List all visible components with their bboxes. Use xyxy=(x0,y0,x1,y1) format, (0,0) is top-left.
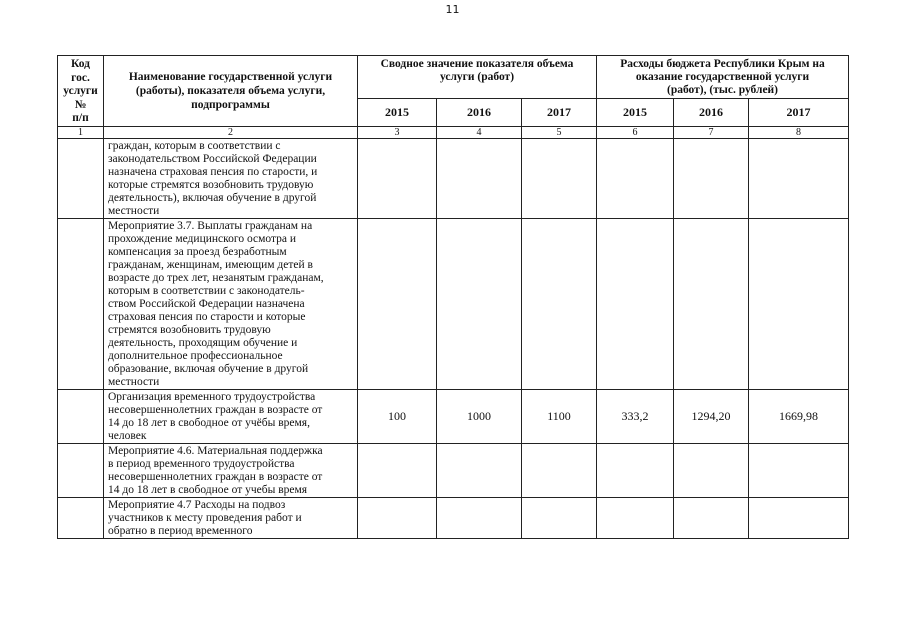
row-line: Мероприятие 4.7 Расходы на подвоз xyxy=(108,498,286,511)
row-line: гражданам, женщинам, имеющим детей в xyxy=(108,258,313,271)
table-row xyxy=(58,497,849,538)
row-value xyxy=(358,443,437,497)
row-value xyxy=(749,138,849,218)
header-code xyxy=(58,56,104,127)
row-line: местности xyxy=(108,375,160,388)
row-value xyxy=(522,497,597,538)
row-line: Мероприятие 4.6. Материальная поддержка xyxy=(108,444,323,457)
row-line: назначена страховая пенсия по старости, и xyxy=(108,165,318,178)
row-line: компенсация за проезд безработным xyxy=(108,245,287,258)
row-line: страховая пенсия по старости и которые xyxy=(108,310,306,323)
row-value xyxy=(749,497,849,538)
row-line: обратно в период временного xyxy=(108,524,253,537)
row-value xyxy=(674,218,749,389)
row-value xyxy=(437,138,522,218)
row-line: несовершеннолетних граждан в возрасте от xyxy=(108,470,323,483)
row-value xyxy=(522,218,597,389)
row-line: Организация временного трудоустройства xyxy=(108,390,316,403)
row-line: деятельность), включая обучение в другой xyxy=(108,191,317,204)
header-name-line: подпрограммы xyxy=(191,98,270,111)
row-value xyxy=(749,218,849,389)
row-line: возрасте до трех лет, незанятым гражданам, xyxy=(108,271,324,284)
row-value xyxy=(597,443,674,497)
row-code xyxy=(58,497,104,538)
year-budget-2015: 2015 xyxy=(597,99,674,126)
year-budget-2016: 2016 xyxy=(674,99,749,126)
row-value: 100 xyxy=(358,389,437,443)
year-volume-2017: 2017 xyxy=(522,99,597,126)
row-line: 14 до 18 лет в свободное от учебы время xyxy=(108,483,308,496)
header-code-line: гос. xyxy=(71,71,90,84)
header-budget-line: Расходы бюджета Республики Крым на xyxy=(620,58,825,70)
row-line: которые стремятся возобновить трудовую xyxy=(108,178,314,191)
header-code-line: Код xyxy=(70,58,90,70)
row-code xyxy=(58,443,104,497)
row-value xyxy=(674,138,749,218)
table-row xyxy=(58,138,849,218)
year-volume-2015: 2015 xyxy=(358,99,437,126)
row-value: 333,2 xyxy=(597,389,674,443)
header-name xyxy=(104,56,358,127)
row-line: человек xyxy=(108,429,147,442)
column-number: 8 xyxy=(749,126,849,138)
services-table xyxy=(57,55,849,539)
row-line: граждан, которым в соответствии с xyxy=(108,139,281,152)
header-code-line: услуги xyxy=(63,85,98,97)
row-description xyxy=(104,389,358,443)
row-description xyxy=(104,443,358,497)
year-volume-2016: 2016 xyxy=(437,99,522,126)
row-value xyxy=(358,497,437,538)
column-number: 7 xyxy=(674,126,749,138)
row-code xyxy=(58,218,104,389)
row-line: деятельность, проходящим обучение и xyxy=(108,336,298,349)
row-value xyxy=(358,138,437,218)
row-value xyxy=(674,497,749,538)
row-line: стремятся возобновить трудовую xyxy=(108,323,271,336)
header-name-line: Наименование государственной услуги xyxy=(128,70,333,83)
row-value: 1669,98 xyxy=(749,389,849,443)
row-value xyxy=(597,218,674,389)
row-value xyxy=(437,218,522,389)
row-description xyxy=(104,497,358,538)
column-number: 5 xyxy=(522,126,597,138)
row-value xyxy=(749,443,849,497)
year-budget-2017: 2017 xyxy=(749,99,849,126)
table-row xyxy=(58,443,849,497)
table-row xyxy=(58,389,849,443)
header-volume-line: услуги (работ) xyxy=(439,71,515,83)
row-line: прохождение медицинского осмотра и xyxy=(108,232,297,245)
table-row xyxy=(58,218,849,389)
column-number-row xyxy=(58,126,849,138)
column-number: 4 xyxy=(437,126,522,138)
header-name-line: (работы), показателя объема услуги, xyxy=(135,84,326,97)
column-number: 6 xyxy=(597,126,674,138)
row-line: законодательством Российской Федерации xyxy=(108,152,317,165)
column-number: 1 xyxy=(58,126,104,138)
row-value xyxy=(522,138,597,218)
row-value xyxy=(597,138,674,218)
row-description xyxy=(104,218,358,389)
row-line: в период временного трудоустройства xyxy=(108,457,295,470)
header-row xyxy=(58,56,849,99)
row-value xyxy=(437,443,522,497)
row-description xyxy=(104,138,358,218)
header-code-line: № xyxy=(74,98,87,111)
row-value: 1294,20 xyxy=(674,389,749,443)
row-line: которым в соответствии с законодатель- xyxy=(108,284,305,297)
row-value: 1100 xyxy=(522,389,597,443)
column-number: 3 xyxy=(358,126,437,138)
header-volume-group xyxy=(358,56,597,99)
row-code xyxy=(58,138,104,218)
column-number: 2 xyxy=(104,126,358,138)
header-budget-line: оказание государственной услуги xyxy=(635,71,810,83)
row-value xyxy=(437,497,522,538)
header-volume-line: Сводное значение показателя объема xyxy=(380,58,574,70)
header-budget-line: (работ), (тыс. рублей) xyxy=(666,84,779,96)
row-value xyxy=(358,218,437,389)
header-code-line: п/п xyxy=(72,112,89,124)
row-line: несовершеннолетних граждан в возрасте от xyxy=(108,403,323,416)
header-budget-group xyxy=(597,56,849,99)
row-value: 1000 xyxy=(437,389,522,443)
row-code xyxy=(58,389,104,443)
row-value xyxy=(597,497,674,538)
row-line: ством Российской Федерации назначена xyxy=(108,297,305,310)
row-line: участников к месту проведения работ и xyxy=(108,511,302,524)
row-line: 14 до 18 лет в свободное от учёбы время, xyxy=(108,416,310,429)
row-line: дополнительное профессиональное xyxy=(108,349,283,362)
row-value xyxy=(522,443,597,497)
row-line: образование, включая обучение в другой xyxy=(108,362,309,375)
page-number: 11 xyxy=(445,3,460,16)
row-line: Мероприятие 3.7. Выплаты гражданам на xyxy=(108,219,313,232)
row-value xyxy=(674,443,749,497)
row-line: местности xyxy=(108,204,160,217)
